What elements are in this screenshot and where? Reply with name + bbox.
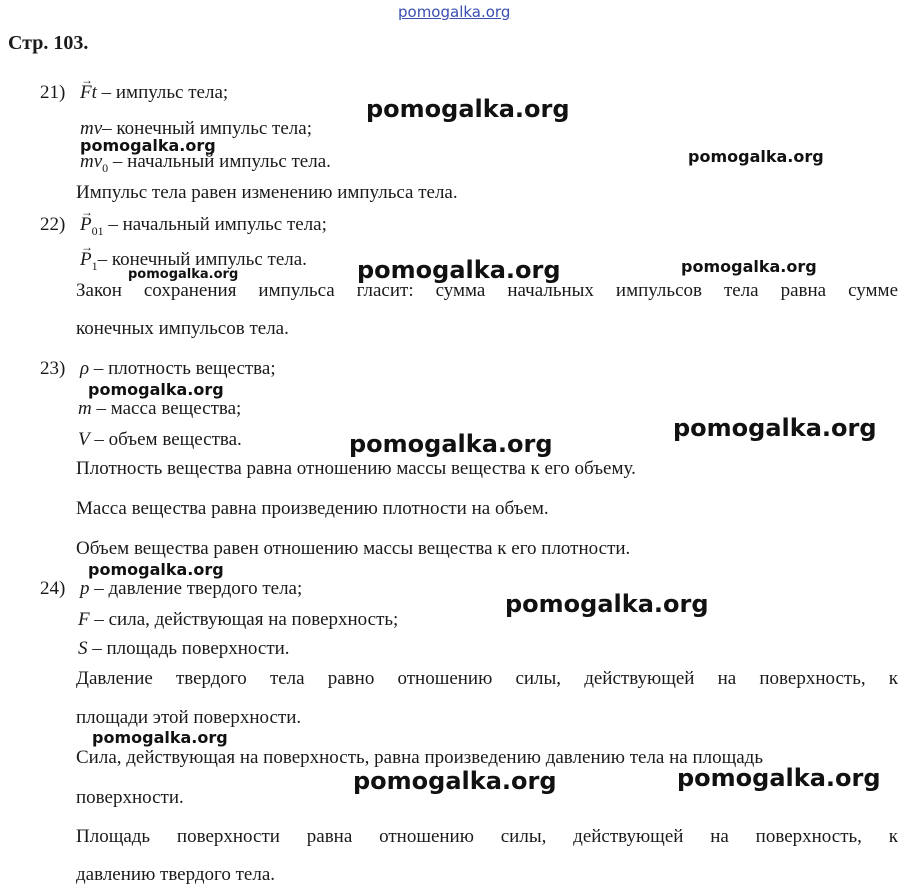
item-number-24: 24) — [40, 578, 66, 599]
pressure-symbol: p — [80, 578, 90, 599]
definition-text: – давление твердого тела; — [94, 578, 303, 599]
definition-line — [78, 398, 241, 420]
item-number-23: 23) — [40, 358, 66, 379]
watermark: pomogalka.org — [366, 95, 570, 123]
definition-text: – конечный импульс тела. — [97, 249, 307, 270]
watermark: pomogalka.org — [353, 767, 557, 795]
definition-line — [78, 638, 290, 660]
definition-text: – масса вещества; — [96, 398, 242, 419]
watermark-top[interactable]: pomogalka.org — [398, 3, 511, 21]
watermark: pomogalka.org — [688, 147, 824, 166]
page-title: Стр. 103. — [8, 32, 89, 54]
watermark: pomogalka.org — [349, 430, 553, 458]
watermark: pomogalka.org — [505, 590, 709, 618]
statement-text: площади этой поверхности. — [76, 707, 302, 728]
definition-text: – объем вещества. — [94, 429, 242, 450]
statement-text: давлению твердого тела. — [76, 864, 275, 885]
statement-text: Объем вещества равен отношению массы вещества к его плотности. — [76, 538, 631, 559]
watermark: pomogalka.org — [80, 136, 216, 155]
definition-text: – конечный импульс тела; — [102, 118, 312, 139]
momentum-initial-vector-symbol: → P — [80, 214, 92, 236]
watermark: pomogalka.org — [677, 764, 881, 792]
definition-text: – площадь поверхности. — [92, 638, 290, 659]
subscript: 01 — [91, 223, 104, 238]
statement-text: конечных импульсов тела. — [76, 318, 289, 339]
statement-text: Закон сохранения импульса гласит: сумма начальных импульсов тела равна сумме — [76, 280, 898, 301]
statement-text: поверхности. — [76, 787, 184, 808]
watermark: pomogalka.org — [673, 414, 877, 442]
area-symbol: S — [78, 638, 88, 659]
momentum-final-vector-symbol: → P — [80, 249, 92, 271]
item-number-22: 22) — [40, 214, 66, 235]
volume-symbol: V — [78, 429, 90, 450]
definition-line — [80, 358, 276, 380]
definition-text: – начальный импульс тела. — [112, 151, 331, 172]
statement-text: Масса вещества равна произведению плотности на объем. — [76, 498, 549, 519]
definition-line — [80, 214, 327, 242]
force-time-symbol: → Ft — [80, 82, 97, 104]
statement-text: Импульс тела равен изменению импульса тела. — [76, 182, 458, 203]
force-symbol: F — [78, 609, 90, 630]
momentum-final-symbol: mv — [80, 118, 103, 139]
statement-text: Площадь поверхности равна отношению силы, действующей на поверхность, к — [76, 826, 898, 847]
definition-line — [78, 429, 242, 451]
definition-line — [80, 151, 331, 179]
subscript: 0 — [102, 160, 109, 175]
watermark: pomogalka.org — [88, 560, 224, 579]
definition-line — [80, 578, 302, 600]
watermark: pomogalka.org — [128, 267, 239, 282]
density-symbol: ρ — [80, 358, 90, 379]
watermark: pomogalka.org — [88, 380, 224, 399]
definition-line — [78, 609, 398, 631]
subscript: 1 — [91, 258, 98, 273]
watermark: pomogalka.org — [681, 257, 817, 276]
statement-text: Сила, действующая на поверхность, равна произведению давлению тела на площадь — [76, 747, 764, 768]
watermark: pomogalka.org — [357, 256, 561, 284]
definition-text: – плотность вещества; — [93, 358, 276, 379]
statement-text: Давление твердого тела равно отношению силы, действующей на поверхность, к — [76, 668, 898, 689]
mass-symbol: m — [78, 398, 92, 419]
definition-text: – начальный импульс тела; — [108, 214, 327, 235]
definition-line — [80, 82, 228, 104]
momentum-initial-symbol: mv — [80, 151, 103, 172]
statement-text: Плотность вещества равна отношению массы вещества к его объему. — [76, 458, 636, 479]
definition-text: – импульс тела; — [101, 82, 229, 103]
watermark: pomogalka.org — [92, 728, 228, 747]
definition-text: – сила, действующая на поверхность; — [94, 609, 399, 630]
item-number-21: 21) — [40, 82, 66, 103]
